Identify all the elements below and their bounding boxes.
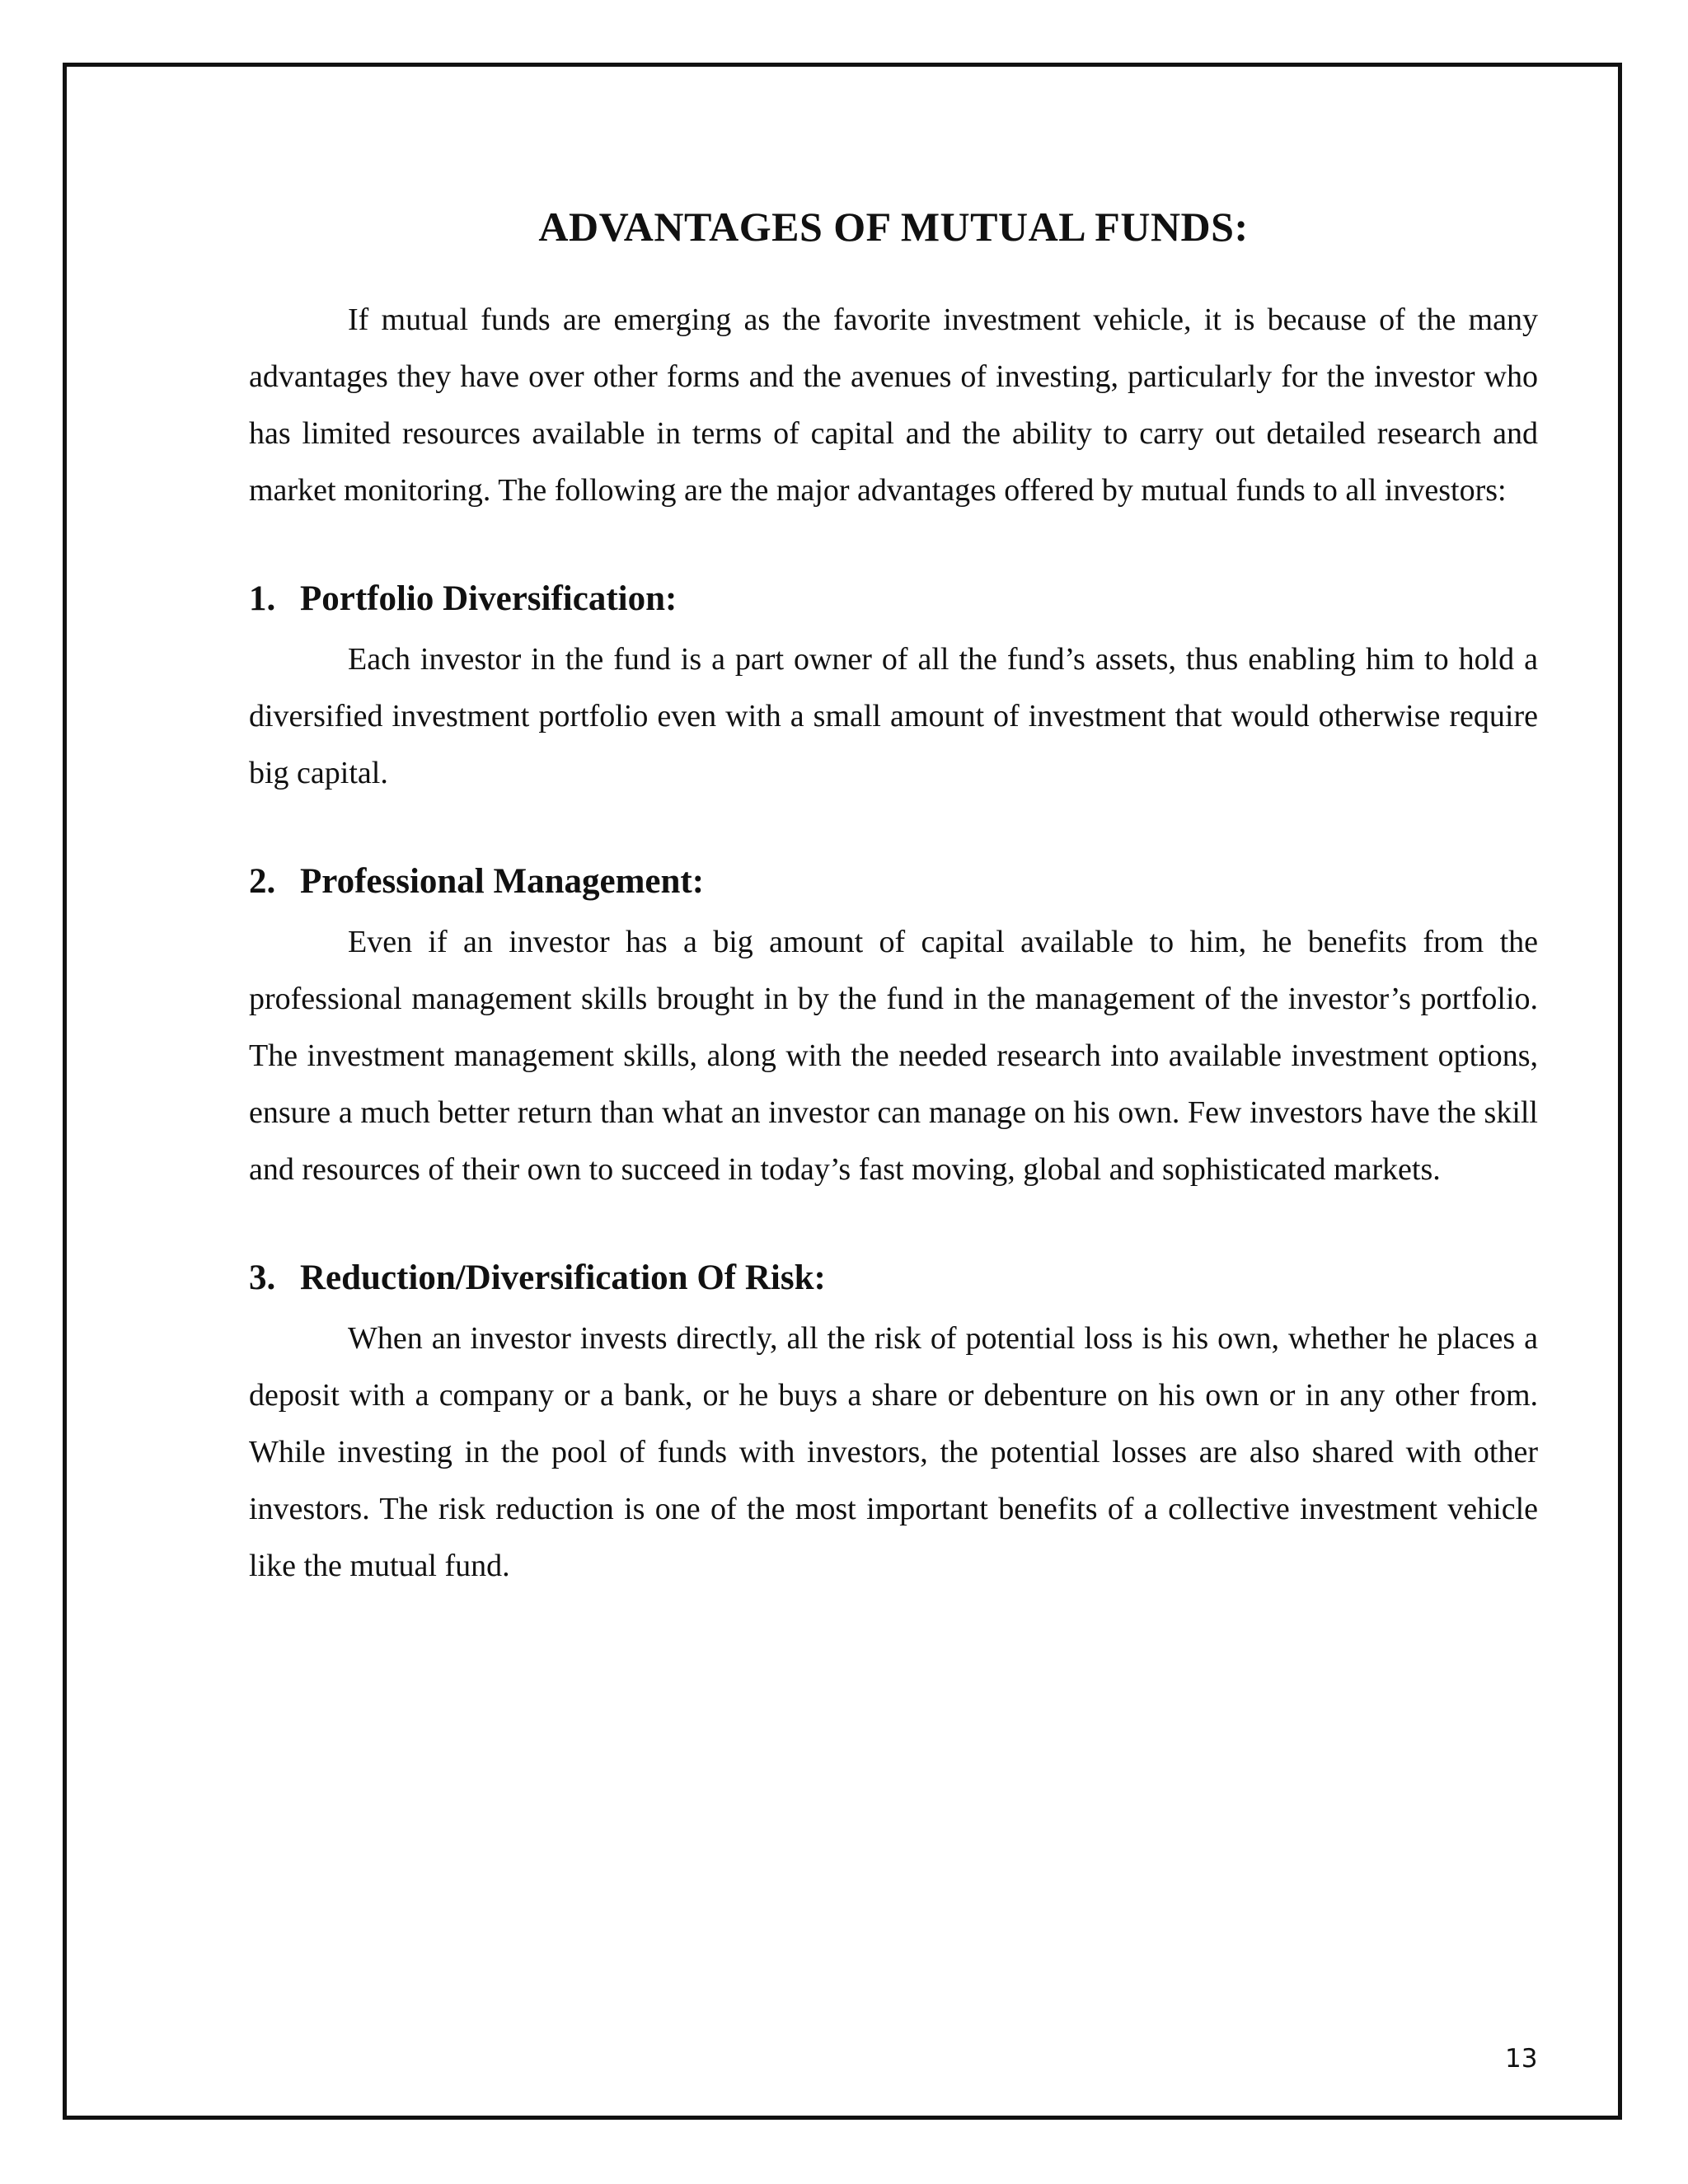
section-title: Portfolio Diversification: [300, 579, 678, 618]
section-body: When an investor invests directly, all the risk of potential loss is his own, whether he places a deposit with a company or a bank, or he buys a share or debenture on his own or in any other from. While investing in the pool of funds with investors, the potential losses are also shared with other investors. The risk reduction is one of the most important benefits of a collective investment vehicle like the mutual fund. [249, 1321, 1538, 1583]
section-title: Professional Management: [300, 862, 705, 901]
section-number: 2. [249, 862, 276, 901]
section-heading [249, 572, 1538, 626]
section-heading [249, 855, 1538, 909]
section-professional-management [249, 855, 1538, 1198]
section-number: 1. [249, 579, 276, 618]
section-risk-reduction [249, 1251, 1538, 1595]
section-portfolio-diversification [249, 572, 1538, 802]
section-title: Reduction/Diversification Of Risk: [300, 1258, 826, 1297]
section-body: Even if an investor has a big amount of capital available to him, he benefits from the professional management skills brought in by the fund in the management of the investor’s portfolio. The investment management skills, along with the needed research into available investment options, ensure a much better return than what an investor can manage on his own. Few investors have the skill and resources of their own to succeed in today’s fast moving, global and sophisticated markets. [249, 925, 1538, 1187]
page-number: 13 [1505, 2044, 1538, 2074]
section-number: 3. [249, 1258, 276, 1297]
intro-paragraph: If mutual funds are emerging as the favorite investment vehicle, it is because of the many advantages they have over other forms and the avenues of investing, particularly for the investor who has limited resources available in terms of capital and the ability to carry out detailed research and market monitoring. The following are the major advantages offered by mutual funds to all investors: [249, 302, 1538, 508]
section-heading [249, 1251, 1538, 1305]
section-body: Each investor in the fund is a part owner of all the fund’s assets, thus enabling him to hold a diversified investment portfolio even with a small amount of investment that would otherwise require big capital. [249, 642, 1538, 790]
page-title: ADVANTAGES OF MUTUAL FUNDS: [538, 204, 1249, 250]
document-content [249, 198, 1538, 1595]
